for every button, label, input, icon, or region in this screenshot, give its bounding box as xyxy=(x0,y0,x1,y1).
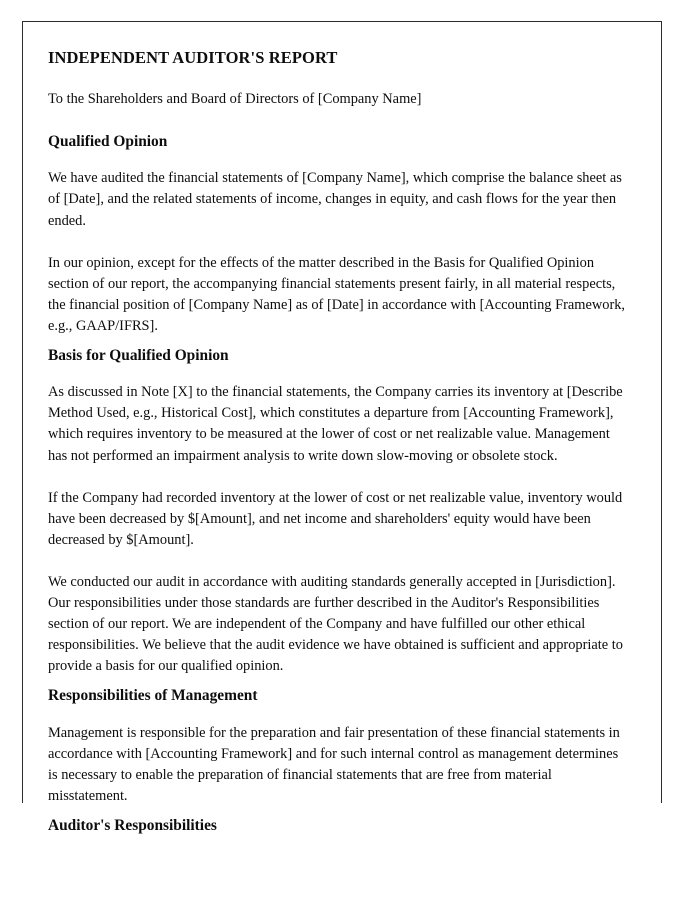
section-qualified-opinion xyxy=(48,132,630,337)
page-title: INDEPENDENT AUDITOR'S REPORT xyxy=(48,48,338,67)
section-auditors-responsibilities xyxy=(48,816,630,835)
document-page xyxy=(22,21,662,834)
paragraph: Management is responsible for the preparation and fair presentation of these financial statements in accordance with [Accounting Framework] and for such internal control as management determines is necessary to enable the preparation of financial statements that are free from material misstatement. xyxy=(48,724,620,804)
paragraph: We have audited the financial statements of [Company Name], which comprise the balance sheet as of [Date], and the related statements of income, changes in equity, and cash flows for the year then ended. xyxy=(48,170,622,229)
section-heading-responsibilities-of-management: Responsibilities of Management xyxy=(48,687,258,705)
addressee-line: To the Shareholders and Board of Directors of [Company Name] xyxy=(48,90,422,107)
paragraph: In our opinion, except for the effects of the matter described in the Basis for Qualified Opinion section of our report, the accompanying financial statements present fairly, in all material respects, the financial position of [Company Name] as of [Date] in accordance with [Accounting Framework, e.g., GAAP/IFRS]. xyxy=(48,254,626,334)
section-basis-for-qualified-opinion xyxy=(48,346,630,677)
section-heading-basis-for-qualified-opinion: Basis for Qualified Opinion xyxy=(48,346,229,364)
paragraph: As discussed in Note [X] to the financial statements, the Company carries its inventory at [Describe Method Used, e.g., Historical Cost], which constitutes a departure from [Accounting Framework], which requires inventory to be measured at the lower of cost or net realizable value. Management has not performed an impairment analysis to write down slow-moving or obsolete stock. xyxy=(48,384,623,464)
section-heading-qualified-opinion: Qualified Opinion xyxy=(48,133,168,151)
section-heading-auditors-responsibilities: Auditor's Responsibilities xyxy=(48,816,217,834)
document-body xyxy=(23,22,661,835)
section-responsibilities-of-management xyxy=(48,686,630,807)
paragraph: If the Company had recorded inventory at the lower of cost or net realizable value, inventory would have been decreased by $[Amount], and net income and shareholders' equity would have been decreased by $[Amount]. xyxy=(48,489,623,548)
paragraph: We conducted our audit in accordance with auditing standards generally accepted in [Jurisdiction]. Our responsibilities under those standards are further described in the Auditor's Responsibilities section of our report. We are independent of the Company and have fulfilled our other ethical responsibilities. We believe that the audit evidence we have obtained is sufficient and appropriate to provide a basis for our qualified opinion. xyxy=(48,573,623,675)
